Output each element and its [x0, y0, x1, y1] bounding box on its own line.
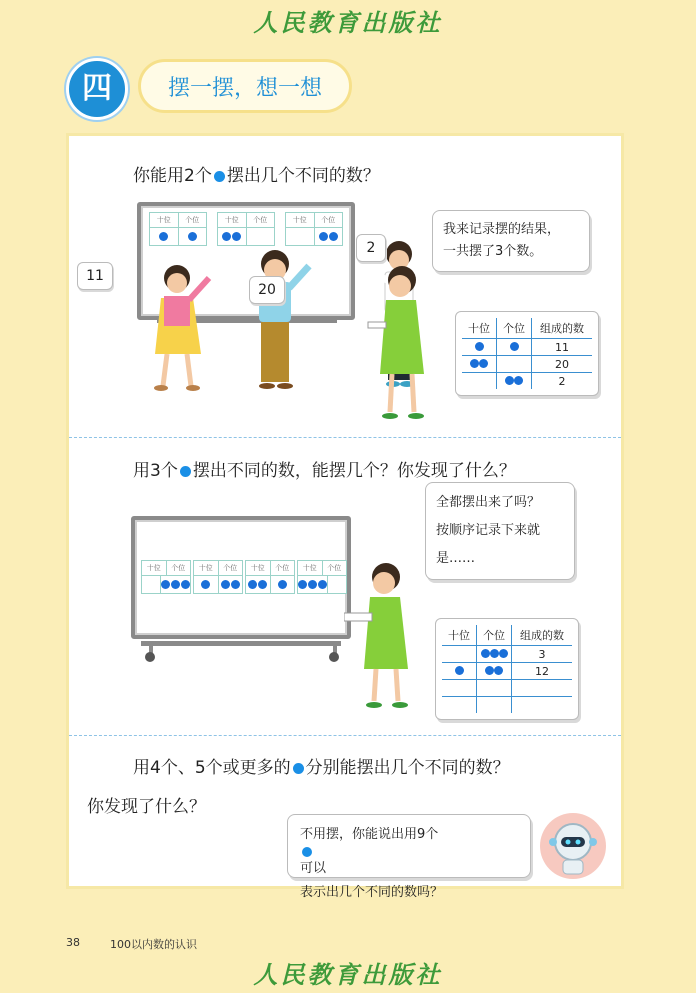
counter-dot-icon: [248, 580, 257, 589]
ones-header: 个位: [218, 561, 243, 575]
number-bubble-2: 2: [356, 234, 386, 262]
whiteboard-2: [131, 516, 351, 639]
content-panel: [66, 133, 624, 900]
girl-recorder-figure-2: [344, 561, 424, 711]
tens-cell: [442, 663, 477, 680]
number-bubble-20: 20: [249, 276, 285, 304]
record-table-2: [435, 618, 579, 720]
ones-cell: [160, 576, 190, 593]
place-value-card: [297, 560, 347, 594]
tens-cell: [142, 576, 160, 593]
whiteboard-2-wheel: [329, 652, 339, 662]
counter-dot-icon: [499, 649, 508, 658]
tens-cell: [246, 576, 270, 593]
speech-bubble-robot-line-2: 表示出几个不同的数吗？: [300, 885, 444, 900]
number-cell: 12: [512, 663, 573, 680]
counter-dot-icon: [161, 580, 170, 589]
boy-middle-figure: [259, 250, 309, 389]
counter-dot-icon: [470, 359, 479, 368]
counter-dot-icon: [455, 666, 464, 675]
speech-bubble-robot-line-1: [300, 823, 518, 881]
number-bubble-11: 11: [77, 262, 113, 290]
counter-dot-icon: [258, 580, 267, 589]
counter-dot-icon: [490, 649, 499, 658]
ones-header: 个位: [322, 561, 347, 575]
counter-dot-icon: [308, 580, 317, 589]
counter-dot-icon: [181, 580, 190, 589]
table-header: 个位: [477, 625, 512, 646]
counter-dot-icon: [494, 666, 503, 675]
tens-cell: [462, 373, 497, 390]
speech-bubble-record-line-1: 我来记录摆的结果，: [443, 222, 561, 237]
place-value-card: [245, 560, 295, 594]
chapter-title: 100以内数的认识: [110, 938, 197, 951]
counter-dot-icon: [481, 649, 490, 658]
record-table-1: [455, 311, 599, 396]
speech-bubble-record-line-2: 一共摆了3个数。: [443, 244, 543, 259]
girl-recorder-figure-1: [364, 264, 434, 424]
section-title: 摆一摆，想一想: [138, 59, 352, 113]
counter-dot-icon: [485, 666, 494, 675]
counter-dot-icon: [293, 763, 304, 774]
table-row: [442, 646, 572, 663]
table-row: [462, 339, 592, 356]
table-header: 组成的数: [532, 318, 593, 339]
tens-header: 十位: [250, 564, 265, 572]
ones-cell: [477, 680, 512, 697]
page-number: 38: [66, 936, 80, 949]
speech-bubble-order-line-2: 按顺序记录下来就: [436, 523, 541, 538]
ones-cell: [497, 373, 532, 390]
ones-header: 个位: [246, 213, 275, 227]
question-2-after: 摆出不同的数，能摆几个？你发现了什么？: [192, 461, 516, 481]
counter-dot-icon: [171, 580, 180, 589]
counter-dot-icon: [231, 580, 240, 589]
number-cell: 2: [532, 373, 593, 390]
tens-cell: [442, 646, 477, 663]
speech-bubble-robot: [287, 814, 531, 900]
table-row: [462, 373, 592, 390]
counter-dot-icon: [302, 847, 312, 857]
tens-cell: [462, 356, 497, 373]
robot-icon: [539, 812, 607, 880]
counter-dot-icon: [475, 342, 484, 351]
speech-bubble-order-line-3: 是……: [436, 551, 476, 566]
counter-dot-icon: [514, 376, 523, 385]
tens-cell: [194, 576, 218, 593]
tens-header: 十位: [224, 216, 239, 224]
question-2: [133, 456, 516, 481]
counter-dot-icon: [505, 376, 514, 385]
ones-cell: [477, 646, 512, 663]
question-1-after: 摆出几个不同的数？: [226, 166, 380, 186]
question-2-before: 用3个: [133, 461, 178, 481]
counter-dot-icon: [479, 359, 488, 368]
table-row: [442, 680, 572, 697]
ones-cell: [497, 339, 532, 356]
section-divider-1: [69, 437, 621, 438]
section-number-icon: 四: [66, 58, 128, 120]
number-cell: 11: [532, 339, 593, 356]
publisher-logo-top: 人民教育出版社: [253, 8, 443, 37]
counter-dot-icon: [201, 580, 210, 589]
question-1-before: 你能用2个: [133, 166, 212, 186]
place-value-card: [193, 560, 243, 594]
tens-cell: [462, 339, 497, 356]
question-3-after: 分别能摆出几个不同的数？: [305, 758, 510, 778]
speech-bubble-order-line-1: 全都摆出来了吗？: [436, 495, 541, 510]
counter-dot-icon: [278, 580, 287, 589]
section-divider-2: [69, 735, 621, 736]
counter-dot-icon: [221, 580, 230, 589]
place-value-card: [141, 560, 191, 594]
table-row: [442, 663, 572, 680]
girl-left-figure: [154, 265, 209, 391]
tens-cell: [298, 576, 327, 593]
number-cell: 20: [532, 356, 593, 373]
table-header: 十位: [462, 318, 497, 339]
counter-dot-icon: [180, 466, 191, 477]
table-row: [462, 356, 592, 373]
table-header: 十位: [442, 625, 477, 646]
speech-bubble-record: [432, 210, 590, 272]
counter-dot-icon: [318, 580, 327, 589]
tens-header: 十位: [302, 564, 317, 572]
tens-header: 十位: [156, 216, 171, 224]
number-cell: [512, 697, 573, 714]
ones-cell: [497, 356, 532, 373]
tens-header: 十位: [292, 216, 307, 224]
ones-header: 个位: [270, 561, 295, 575]
question-1: [133, 161, 380, 186]
number-cell: 3: [512, 646, 573, 663]
ones-cell: [477, 663, 512, 680]
whiteboard-2-wheel: [145, 652, 155, 662]
tens-header: 十位: [146, 564, 161, 572]
question-3-line-2: 你发现了什么？: [87, 797, 206, 817]
speech-bubble-robot-line-1a: 不用摆，你能说出用9个: [300, 827, 439, 842]
question-3: [133, 753, 510, 778]
tens-cell: [442, 680, 477, 697]
table-row: [442, 697, 572, 714]
ones-cell: [477, 697, 512, 714]
whiteboard-2-stand: [141, 641, 341, 646]
table-header: 个位: [497, 318, 532, 339]
ones-header: 个位: [314, 213, 343, 227]
table-header: 组成的数: [512, 625, 573, 646]
number-cell: [512, 680, 573, 697]
ones-cell: [218, 576, 243, 593]
counter-dot-icon: [298, 580, 307, 589]
ones-header: 个位: [166, 561, 191, 575]
speech-bubble-robot-line-1b: 可以: [300, 861, 327, 876]
tens-cell: [442, 697, 477, 714]
publisher-logo-bottom: 人民教育出版社: [253, 960, 443, 989]
counter-dot-icon: [214, 171, 225, 182]
counter-dot-icon: [510, 342, 519, 351]
ones-cell: [270, 576, 295, 593]
question-3-before: 用4个、5个或更多的: [133, 758, 291, 778]
speech-bubble-order: [425, 482, 575, 580]
tens-header: 十位: [198, 564, 213, 572]
ones-header: 个位: [178, 213, 207, 227]
